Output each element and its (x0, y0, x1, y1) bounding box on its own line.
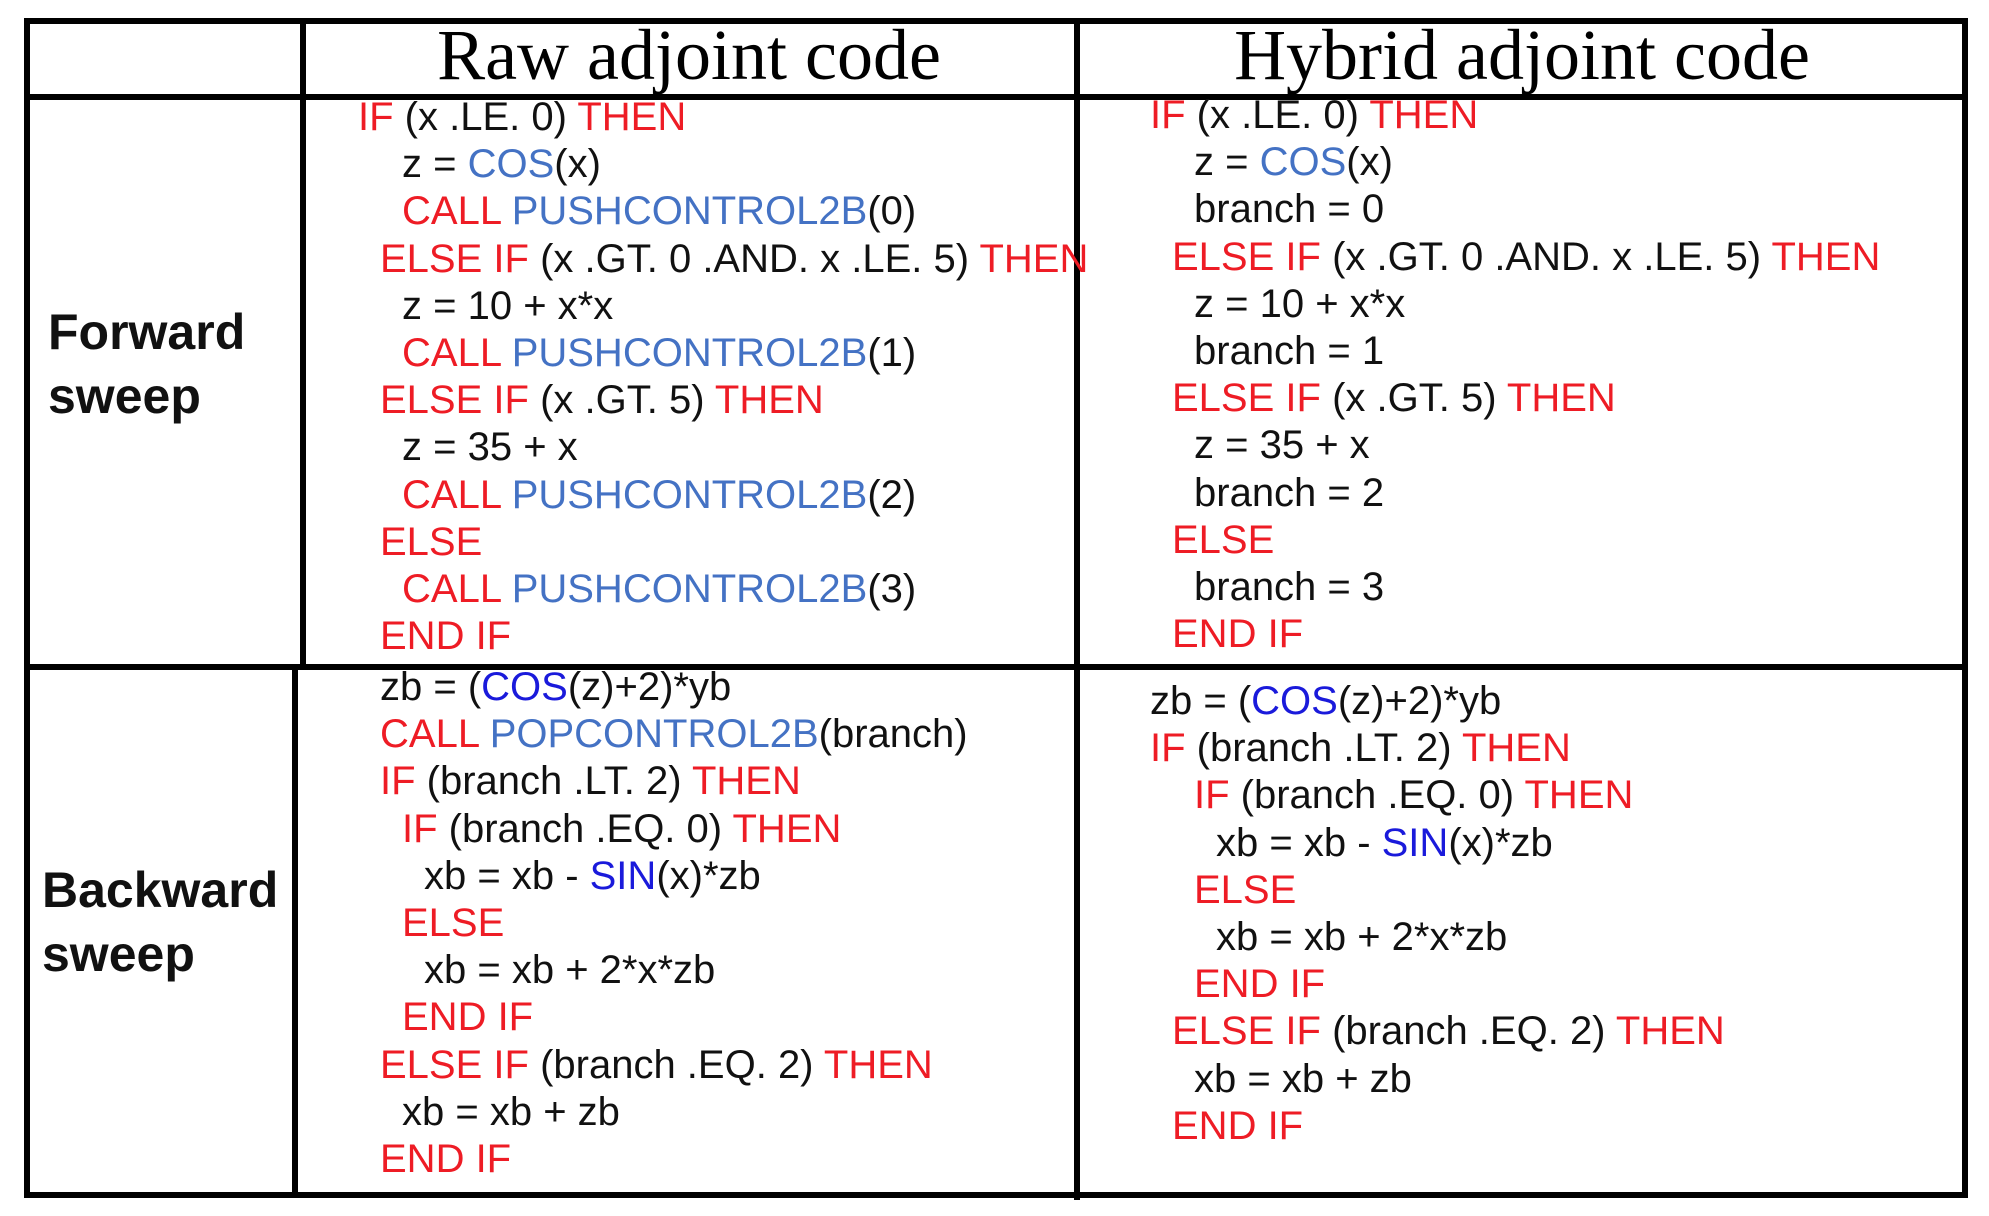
code-text: (0) (867, 189, 917, 234)
keyword-token: END IF (380, 614, 512, 659)
keyword-token: ELSE (402, 901, 505, 945)
code-text: branch = 1 (1194, 329, 1385, 373)
code-line (402, 188, 916, 235)
code-line (1194, 867, 1296, 914)
code-line (402, 1089, 620, 1136)
code-line (1194, 281, 1405, 328)
code-text: z = 35 + x (1194, 423, 1370, 468)
keyword-token: THEN (1615, 1009, 1725, 1054)
code-text: (3) (867, 567, 917, 611)
table-border-bottom (24, 1192, 1968, 1198)
keyword-token: ELSE IF (380, 378, 529, 423)
row-label-backward-line1: Backward (42, 862, 279, 918)
code-line (402, 900, 504, 947)
keyword-token: CALL (402, 331, 512, 375)
code-line (1172, 611, 1303, 658)
keyword-token: THEN (979, 236, 1089, 281)
table-border-right (1962, 18, 1968, 1198)
function-token: PUSHCONTROL2B (511, 331, 868, 375)
keyword-token: IF (1194, 773, 1230, 818)
intrinsic-token: COS (481, 665, 568, 709)
code-line (1194, 328, 1384, 375)
code-text: zb = ( (1150, 679, 1252, 723)
row-label-backward-sweep (42, 858, 278, 986)
code-line (380, 711, 968, 758)
code-line (380, 613, 511, 660)
code-text: (z)+2)*yb (567, 665, 732, 709)
code-text: xb = xb - (424, 853, 590, 898)
header-hybrid-adjoint-code: Hybrid adjoint code (1234, 14, 1810, 95)
code-line (402, 806, 841, 853)
keyword-token: END IF (402, 995, 534, 1040)
code-text: (branch .EQ. 2) (1320, 1009, 1616, 1054)
code-line (380, 236, 1088, 283)
row-label-forward-sweep (48, 300, 245, 428)
code-text: branch = 3 (1194, 565, 1385, 609)
code-line (402, 283, 613, 330)
function-token: POPCONTROL2B (489, 712, 819, 757)
code-text: (branch .EQ. 0) (1229, 773, 1525, 818)
code-text: xb = xb + zb (402, 1089, 620, 1134)
code-line (1194, 422, 1370, 469)
code-line (358, 94, 686, 141)
keyword-token: ELSE (1194, 867, 1297, 912)
code-text: z = 10 + x*x (1194, 281, 1406, 326)
keyword-token: THEN (691, 759, 801, 804)
code-column-divider (1074, 24, 1080, 1200)
code-text: (branch) (818, 712, 968, 757)
code-text: (branch .LT. 2) (1185, 726, 1462, 771)
code-text: z = (402, 142, 468, 187)
code-text: (x .GT. 5) (1320, 376, 1507, 421)
code-line (424, 947, 715, 994)
code-line (1216, 820, 1553, 867)
keyword-token: THEN (823, 1042, 933, 1087)
keyword-token: ELSE IF (1172, 1009, 1321, 1054)
code-text: branch = 2 (1194, 470, 1385, 515)
keyword-token: CALL (380, 712, 490, 757)
function-token: PUSHCONTROL2B (511, 189, 868, 234)
code-line (402, 994, 533, 1041)
code-line (380, 377, 824, 424)
label-column-divider-top (300, 18, 306, 668)
code-line (402, 424, 578, 471)
code-text: (x .GT. 5) (528, 378, 715, 423)
code-text: (x .LE. 0) (393, 95, 578, 139)
code-line (380, 1042, 933, 1089)
keyword-token: ELSE (1172, 517, 1275, 562)
keyword-token: END IF (1172, 1103, 1304, 1148)
keyword-token: ELSE IF (380, 1042, 529, 1087)
code-line (1150, 678, 1501, 725)
keyword-token: ELSE (380, 519, 483, 564)
code-text: (x)*zb (656, 853, 761, 898)
label-column-divider-bottom (292, 664, 298, 1198)
code-line (1172, 517, 1274, 564)
code-line (1194, 1056, 1412, 1103)
code-line (1194, 961, 1325, 1008)
table-border-left (24, 18, 30, 1198)
code-text: (x) (554, 142, 601, 187)
code-line (1194, 564, 1384, 611)
keyword-token: THEN (1461, 726, 1571, 771)
keyword-token: END IF (1194, 962, 1326, 1007)
intrinsic-token: SIN (1381, 820, 1449, 865)
code-line (380, 519, 482, 566)
row-label-backward-line2: sweep (42, 926, 195, 982)
code-text: (x .LE. 0) (1185, 93, 1370, 137)
code-text: z = 35 + x (402, 425, 578, 470)
keyword-token: IF (358, 95, 394, 139)
keyword-token: THEN (1369, 93, 1479, 137)
code-line (1172, 1103, 1303, 1150)
code-text: zb = ( (380, 665, 482, 709)
code-line (1194, 186, 1384, 233)
keyword-token: ELSE IF (1172, 234, 1321, 279)
keyword-token: CALL (402, 189, 512, 234)
code-text: (branch .EQ. 2) (528, 1042, 824, 1087)
code-text: (x)*zb (1448, 820, 1553, 865)
keyword-token: IF (1150, 93, 1186, 137)
code-line (1216, 914, 1507, 961)
code-text: (branch .LT. 2) (415, 759, 692, 804)
code-line (1172, 375, 1616, 422)
code-text: (x) (1346, 140, 1393, 185)
code-text: (z)+2)*yb (1337, 679, 1502, 723)
code-line (424, 853, 761, 900)
header-raw-adjoint-code: Raw adjoint code (437, 14, 941, 95)
keyword-token: THEN (1506, 376, 1616, 421)
code-text: branch = 0 (1194, 187, 1385, 232)
code-line (1150, 92, 1478, 139)
keyword-token: THEN (732, 806, 842, 851)
code-text: z = 10 + x*x (402, 283, 614, 328)
function-token: PUSHCONTROL2B (511, 472, 868, 517)
code-line (402, 472, 916, 519)
row-divider (24, 664, 1968, 670)
code-text: xb = xb + 2*x*zb (424, 948, 716, 993)
code-text: (2) (867, 472, 917, 517)
code-text: xb = xb - (1216, 820, 1382, 865)
keyword-token: CALL (402, 567, 512, 611)
code-text: (x .GT. 0 .AND. x .LE. 5) (528, 236, 980, 281)
keyword-token: IF (402, 806, 438, 851)
code-text: (x .GT. 0 .AND. x .LE. 5) (1320, 234, 1772, 279)
code-text: z = (1194, 140, 1260, 185)
code-line (1172, 1008, 1725, 1055)
code-line (402, 566, 916, 613)
code-line (1194, 470, 1384, 517)
code-line (1194, 139, 1393, 186)
row-label-forward-line1: Forward (48, 304, 246, 360)
keyword-token: CALL (402, 472, 512, 517)
function-token: COS (1259, 140, 1347, 185)
code-line (402, 141, 601, 188)
code-text: (branch .EQ. 0) (437, 806, 733, 851)
keyword-token: THEN (1771, 234, 1881, 279)
keyword-token: ELSE IF (380, 236, 529, 281)
keyword-token: THEN (577, 95, 687, 139)
code-text: xb = xb + 2*x*zb (1216, 915, 1508, 959)
function-token: PUSHCONTROL2B (511, 567, 868, 611)
code-line (380, 1136, 511, 1183)
code-line (380, 758, 801, 805)
code-line (1150, 725, 1571, 772)
intrinsic-token: COS (1251, 679, 1338, 723)
keyword-token: END IF (1172, 612, 1304, 657)
keyword-token: END IF (380, 1137, 512, 1181)
keyword-token: THEN (1524, 773, 1634, 818)
keyword-token: IF (380, 759, 416, 804)
row-label-forward-line2: sweep (48, 368, 201, 424)
code-text: xb = xb + zb (1194, 1056, 1412, 1101)
code-text: (1) (867, 331, 917, 375)
code-line (380, 664, 731, 711)
code-line (402, 330, 916, 377)
code-line (1172, 234, 1880, 281)
function-token: COS (467, 142, 555, 187)
keyword-token: THEN (714, 378, 824, 423)
code-line (1194, 772, 1633, 819)
keyword-token: IF (1150, 726, 1186, 771)
keyword-token: ELSE IF (1172, 376, 1321, 421)
intrinsic-token: SIN (589, 853, 657, 898)
